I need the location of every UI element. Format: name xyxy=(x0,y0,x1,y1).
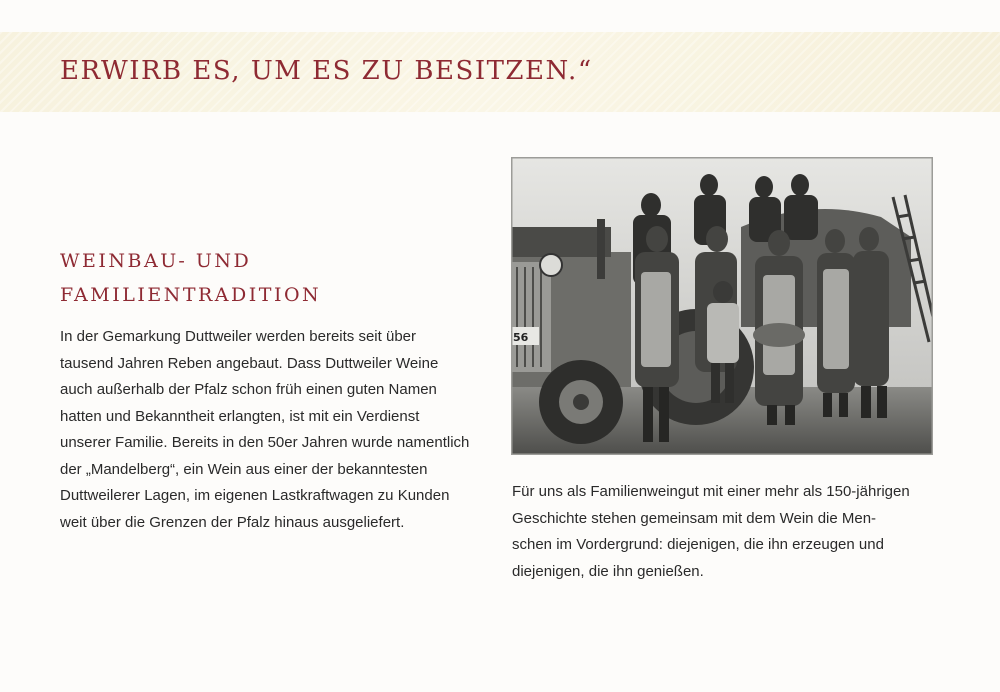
banner-title: ERWIRB ES, UM ES ZU BESITZEN.“ xyxy=(60,56,593,86)
plate-text: 56 xyxy=(513,331,529,344)
header-banner xyxy=(0,32,1000,112)
section-heading-line-2: FAMILIENTRADITION xyxy=(60,284,322,306)
paragraph-line: In der Gemarkung Duttweiler werden bereits seit über xyxy=(60,328,417,345)
right-paragraph xyxy=(512,479,942,585)
paragraph-line: Geschichte stehen gemeinsam mit dem Wein die Men- xyxy=(512,509,877,527)
paragraph-line: tausend Jahren Reben angebaut. Dass Duttweiler Weine xyxy=(60,354,439,372)
paragraph-line: unserer Familie. Bereits in den 50er Jahren wurde namentlich xyxy=(60,434,470,451)
historic-family-photo xyxy=(511,157,933,455)
paragraph-line: weit über die Grenzen der Pfalz hinaus ausgeliefert. xyxy=(60,513,405,531)
left-paragraph xyxy=(60,324,490,536)
paragraph-line: schen im Vordergrund: diejenigen, die ihn erzeugen und xyxy=(512,536,884,553)
paragraph-line: auch außerhalb der Pfalz schon früh einen guten Namen xyxy=(60,381,437,398)
section-heading-line-1: WEINBAU- UND xyxy=(60,250,252,272)
photo-illustration xyxy=(511,157,933,455)
paragraph-line: Duttweilerer Lagen, im eigenen Lastkraftwagen zu Kunden xyxy=(60,487,450,504)
paragraph-line: Für uns als Familienweingut mit einer mehr als 150-jährigen xyxy=(512,483,910,500)
paragraph-line: der „Mandelberg“, ein Wein aus einer der bekanntesten xyxy=(60,460,428,478)
paragraph-line: diejenigen, die ihn genießen. xyxy=(512,562,704,580)
section-heading xyxy=(60,244,480,312)
paragraph-line: hatten und Bekanntheit erlangten, ist mit ein Verdienst xyxy=(60,407,420,425)
